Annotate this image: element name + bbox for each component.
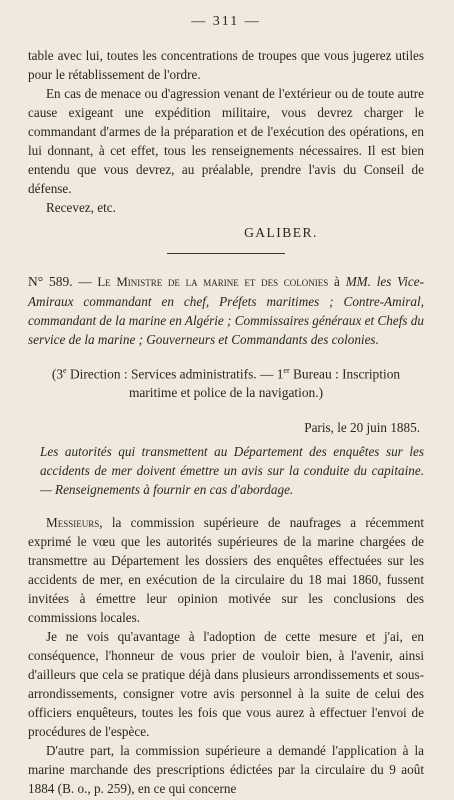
- direction-line: [38, 361, 414, 402]
- body-paragraph-2: Je ne vois qu'avantage à l'adoption de cette mesure et j'ai, en conséquence, l'honneur de vous prier de vouloir bien, à l'avenir, ainsi d'ailleurs que cela se pratique déjà dans plusieurs arrondissements et sous-arrondissements, consigner votre avis personnel à la suite de celui des officiers enquêteurs, toutes les fois que vous aurez à effectuer l'envoi de procédures de l'espèce.: [28, 629, 424, 740]
- entry-number: N° 589.: [28, 274, 73, 289]
- body-paragraph-1: [28, 513, 424, 627]
- body-paragraph-1-text: la commission supérieure de naufrages a récemment exprimé le vœu que les autorités supérieures de la marine chargées de transmettre au Département les dossiers des enquêtes effectuées sur les accidents de mer, en exécution de la circulaire du 18 mai 1860, fussent invitées à émettre leur opinion motivée sur les conclusions des commissions locales.: [28, 515, 424, 626]
- date-line: Paris, le 20 juin 1885.: [304, 420, 420, 436]
- body-paragraph-3: D'autre part, la commission supérieure a demandé l'application à la marine marchande des prescriptions édictées par la circulaire du 9 août 1884 (B. o., p. 259), en ce qui concerne: [28, 743, 424, 797]
- paragraph-closing: Recevez, etc.: [46, 200, 116, 215]
- direction-sup2: er: [283, 366, 290, 375]
- salutation: Messieurs,: [46, 515, 103, 531]
- entry-dash: —: [72, 274, 98, 289]
- direction-part2: Direction : Services administratifs. — 1: [66, 366, 284, 382]
- entry-heading: [28, 272, 424, 349]
- paragraph-continuation: table avec lui, toutes les concentrations de troupes que vous jugerez utiles pour le rétablissement de l'ordre.: [28, 48, 424, 82]
- direction-sup1: e: [63, 366, 67, 375]
- signature: GALIBER.: [244, 225, 318, 240]
- summary: Les autorités qui transmettent au Département des enquêtes sur les accidents de mer doivent émettre un avis sur la conduite du capitaine. — Renseignements à fournir en cas d'abordage.: [40, 444, 424, 498]
- page-number: — 311 —: [191, 14, 261, 29]
- entry-to: à: [328, 274, 346, 289]
- direction-part1: (3: [51, 366, 64, 382]
- direction-part3: Bureau : Inscription maritime et police de la navigation.): [128, 366, 401, 401]
- paragraph-defense: En cas de menace ou d'agression venant de l'extérieur ou de toute autre cause exigeant une expédition militaire, vous devrez charger le commandant d'armes de la préparation et de l'exécution des opérations, en lui donnant, à cet effet, tous les renseignements nécessaires. Il est bien entendu que vous devrez, au préalable, prendre l'avis du Conseil de défense.: [28, 86, 424, 196]
- entry-sender: Le Ministre de la marine et des colonies: [97, 275, 329, 289]
- section-divider: [167, 253, 285, 254]
- entry-recipients: MM. les Vice-Amiraux commandant en chef, Préfets maritimes ; Contre-Amiral, commandant de la marine en Algérie ; Commissaires généraux et Chefs du service de la marine ; Gouverneurs et Commandants des colonies.: [28, 274, 424, 347]
